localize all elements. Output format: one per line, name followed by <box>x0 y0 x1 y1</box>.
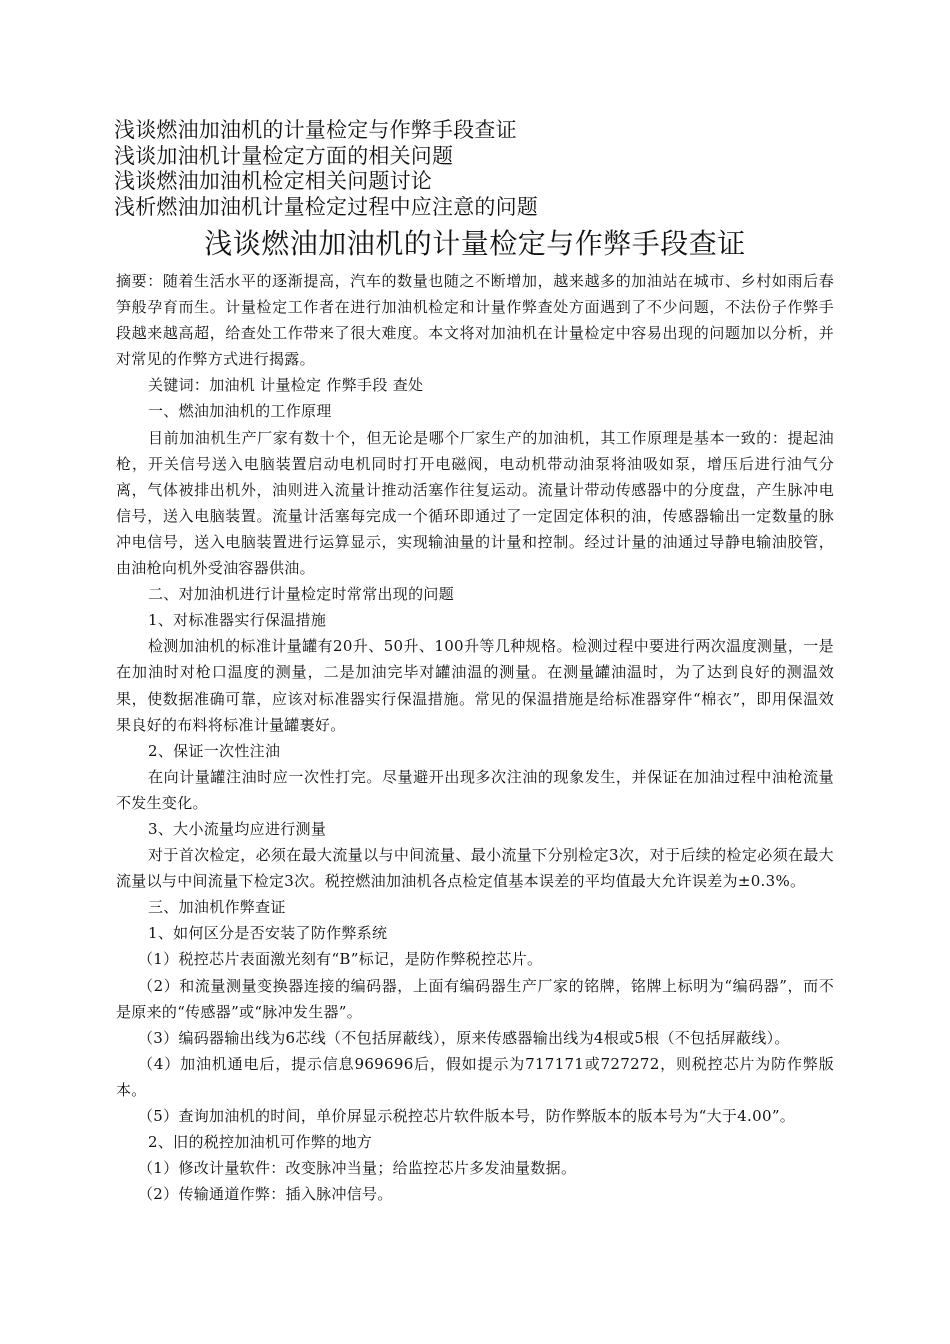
subsection-heading: 2、保证一次性注油 <box>148 741 281 760</box>
subsection-paragraph: 对于首次检定，必须在最大流量以与中间流量、最小流量下分别检定3次，对于后续的检定必须在最大流量以与中间流量下检定3次。税控燃油加油机各点检定值基本误差的平均值最大允许误差为±0.3%。 <box>116 846 834 891</box>
related-title: 浅谈加油机计量检定方面的相关问题 <box>114 143 454 168</box>
subsection-heading: 1、如何区分是否安装了防作弊系统 <box>148 924 388 943</box>
related-title: 浅谈燃油加油机检定相关问题讨论 <box>114 169 432 193</box>
list-item: （3）编码器输出线为6芯线（不包括屏蔽线），原来传感器输出线为4根或5根（不包括屏蔽线）。 <box>138 1028 790 1047</box>
list-item: （2）和流量测量变换器连接的编码器，上面有编码器生产厂家的铭牌，铭牌上标明为“编码器”，而不是原来的“传感器”或“脉冲发生器”。 <box>116 976 834 1021</box>
subsection-paragraph: 在向计量罐注油时应一次性打完。尽量避开出现多次注油的现象发生，并保证在加油过程中油枪流量不发生变化。 <box>116 767 834 812</box>
document-body <box>116 268 834 1207</box>
keywords-line: 关键词：加油机 计量检定 作弊手段 查处 <box>148 376 424 395</box>
related-titles-list <box>114 118 874 220</box>
list-item: （1）修改计量软件：改变脉冲当量；给监控芯片多发油量数据。 <box>138 1159 577 1178</box>
subsection-heading: 3、大小流量均应进行测量 <box>148 819 327 838</box>
section-heading-3: 三、加油机作弊查证 <box>148 898 286 917</box>
related-title: 浅析燃油加油机计量检定过程中应注意的问题 <box>114 194 538 219</box>
list-item: （4）加油机通电后，提示信息969696后，假如提示为717171或727272，则税控芯片为防作弊版本。 <box>116 1054 834 1099</box>
document-title: 浅谈燃油加油机的计量检定与作弊手段查证 <box>204 227 746 260</box>
list-item: （5）查询加油机的时间，单价屏显示税控芯片软件版本号，防作弊版本的版本号为“大于4.00”。 <box>138 1107 796 1125</box>
subsection-heading: 2、旧的税控加油机可作弊的地方 <box>148 1133 373 1152</box>
section-heading-2: 二、对加油机进行计量检定时常常出现的问题 <box>148 585 455 604</box>
related-title: 浅谈燃油加油机的计量检定与作弊手段查证 <box>114 118 517 142</box>
subsection-paragraph: 检测加油机的标准计量罐有20升、50升、100升等几种规格。检测过程中要进行两次温度测量，一是在加油时对枪口温度的测量，二是加油完毕对罐油温的测量。在测量罐油温时，为了达到良好的测温效果，使数据准确可靠，应该对标准器实行保温措施。常见的保温措施是给标准器穿件“棉衣”，即用保温效果良好的布料将标准计量罐裹好。 <box>116 637 834 734</box>
list-item: （2）传输通道作弊：插入脉冲信号。 <box>138 1185 393 1204</box>
subsection-heading: 1、对标准器实行保温措施 <box>148 611 327 630</box>
section-1-paragraph: 目前加油机生产厂家有数十个，但无论是哪个厂家生产的加油机，其工作原理是基本一致的：提起油枪，开关信号送入电脑装置启动电机同时打开电磁阀，电动机带动油泵将油吸如泵，增压后进行油气分离，气体被排出机外，油则进入流量计推动活塞作往复运动。流量计带动传感器中的分度盘，产生脉冲电信号，送入电脑装置。流量计活塞每完成一个循环即通过了一定固定体积的油，传感器输出一定数量的脉冲电信号，送入电脑装置进行运算显示，实现输油量的计量和控制。经过计量的油通过导静电输油胶管，由油枪向机外受油容器供油。 <box>116 428 834 578</box>
section-heading-1: 一、燃油加油机的工作原理 <box>148 402 332 421</box>
list-item: （1）税控芯片表面激光刻有“B”标记，是防作弊税控芯片。 <box>138 950 543 969</box>
abstract-paragraph: 摘要：随着生活水平的逐渐提高，汽车的数量也随之不断增加，越来越多的加油站在城市、乡村如雨后春笋般孕育而生。计量检定工作者在进行加油机检定和计量作弊查处方面遇到了不少问题，不法份子作弊手段越来越高超，给查处工作带来了很大难度。本文将对加油机在计量检定中容易出现的问题加以分析，并对常见的作弊方式进行揭露。 <box>116 272 834 369</box>
